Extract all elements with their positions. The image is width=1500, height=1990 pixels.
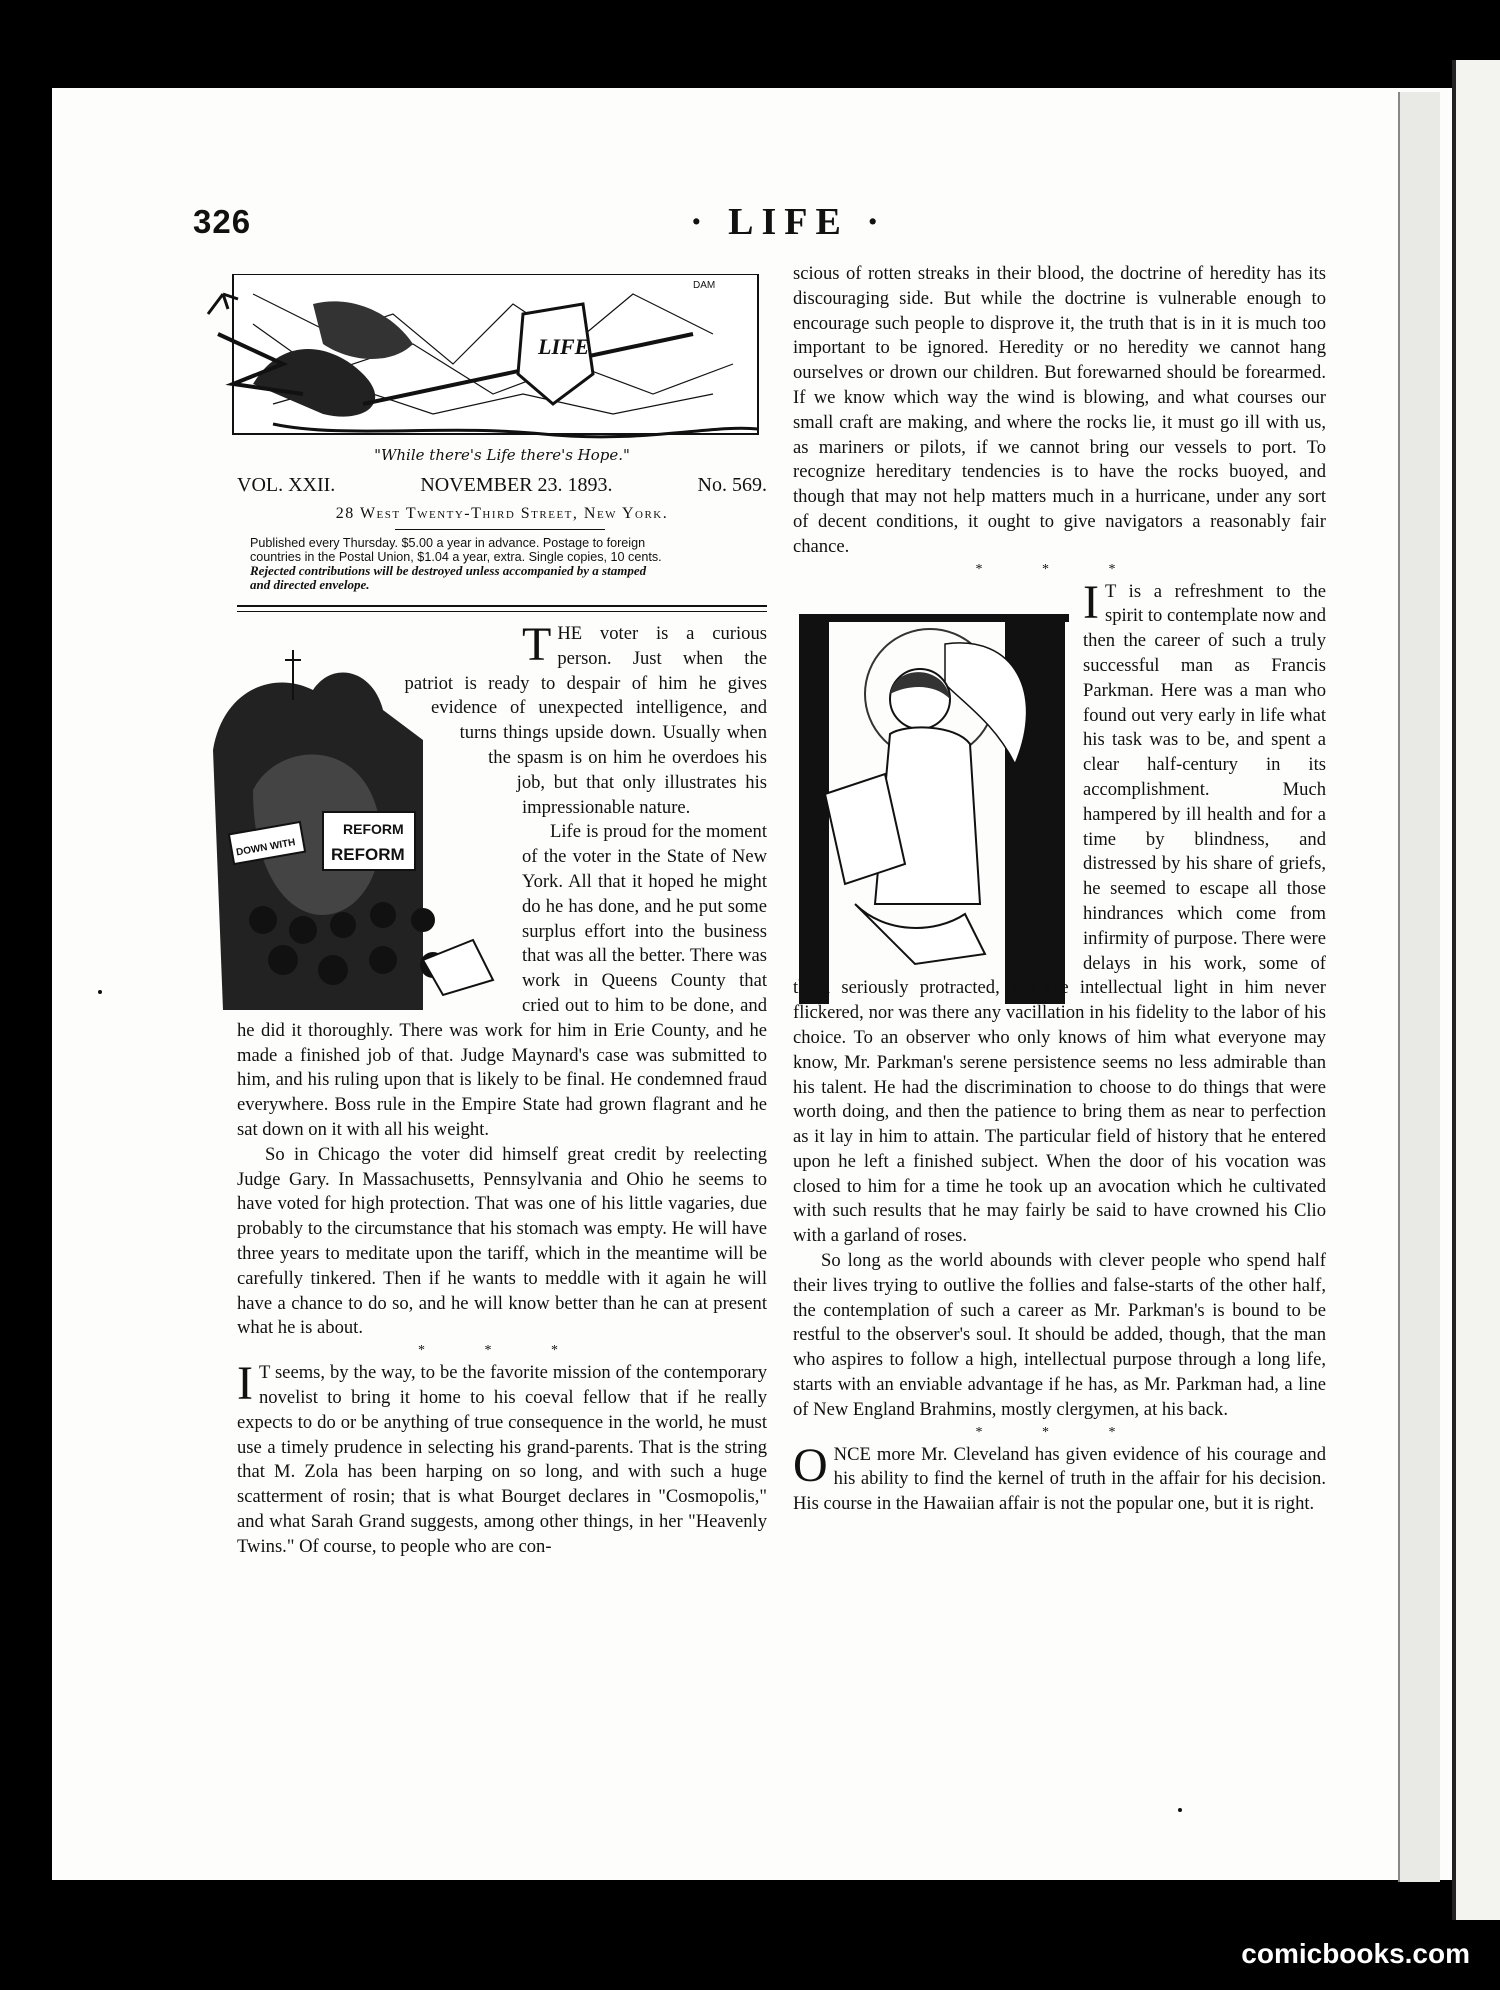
left-column [237,618,767,1559]
angel-illustration-space [793,580,1083,972]
paragraph: scious of rotten streaks in their blood, the doctrine of heredity has its discouraging side. But while the doctrine is vulnerable enough to encourage such people to disprove it, the truth that is in it is much too important to be ignored. Heredity or no heredity we cannot hang ourselves or drown our children. But forewarned should be forearmed. If we know which way the wind is blowing, and what courses our small craft are making, and where the rocks lie, it must go ill with us, as mariners or pilots, if we cannot bring our vessels to port. To recognize hereditary tendencies is to have the rocks buoyed, and though that may not help matters much in a hurricane, under any sort of decent conditions, it ought to give navigators a reasonably fair chance. [793,263,1326,557]
section-stars: * * * [975,561,1144,577]
drop-cap: I [237,1357,253,1411]
adjacent-page-edge [1452,60,1500,1920]
paragraph: So in Chicago the voter did himself great credit by reelecting Judge Gary. In Massachusetts, Pennsylvania and Ohio he seems to have voted for high protection. That was one of his little vagaries, due probably to the circumstance that his stomach was empty. He will have three years to meditate upon the tariff, which in the meantime will be carefully tinkered. Then if he wants to meddle with it again he will have a chance to do so, and he will know better than he can at present what he is about. [237,1143,767,1339]
page-gutter [1398,92,1440,1882]
page-speck [98,990,102,994]
editorial-heredity [237,1357,767,1559]
banner-shield-text: LIFE [538,334,590,359]
masthead-banner-illustration [193,274,766,464]
page-speck [1178,1808,1182,1812]
issue-date: NOVEMBER 23. 1893. [420,474,613,496]
drop-cap: I [1083,575,1099,629]
editorial-voter [237,618,767,820]
address-rule [395,529,605,530]
editorial-cleveland [793,1438,1326,1517]
publisher-address: 28 West Twenty-Third Street, New York. [335,505,669,522]
volume-line [237,474,767,497]
motto: "While there's Life there's Hope." [374,446,630,464]
pubinfo-line: Published every Thursday. $5.00 a year in advance. Postage to foreign [250,536,646,550]
drop-cap: T [522,618,552,671]
pubinfo-line: Rejected contributions will be destroyed unless accompanied by a stamped [250,563,647,578]
sign-down-with: DOWN WITH [235,837,297,859]
paragraph-text: T seems, by the way, to be the favorite mission of the contemporary novelist to bring it home to his coeval fellow that if he really expects to do or be anything of true consequence in the world, he must use a timely prudence in selecting his grand-parents. That is the string that M. Zola has been harping on so long, and with such a huge scatterment of rosin; that is what Bourget declares in "Cosmopolis," and what Sarah Grand suggests, among other things, in her "Heavenly Twins." Of course, to people who are con- [237,1362,767,1557]
masthead-title: · LIFE · [690,201,888,243]
section-stars: * * * [418,1343,586,1359]
site-watermark: comicbooks.com [1241,1938,1470,1969]
section-divider [237,605,767,612]
paragraph-text: HE voter is a curious person. Just when the patriot is ready to despair of him he gives evidence of unexpected intelligence, and turns things upside down. Usually when the spasm is on him he overdoes his job, but that only illustrates his impressionable nature. [404,623,767,818]
drop-cap: O [793,1438,828,1492]
sign-reform-main: REFORM [331,845,405,864]
sign-reform-top: REFORM [343,821,404,837]
page-number: 326 [193,203,252,240]
paragraph: Life is proud for the moment of the voter in the State of New York. All that it hoped he might do he has done, and he put some surplus effort into the business that was all the better. There was work in Queens County that cried out to him to be done, and he did it thoroughly. There was work for him in Erie County, and he made a finished job of that. Judge Maynard's case was submitted to him, and his ruling upon that is likely to be final. He condemned fraud everywhere. Boss rule in the Empire State had grown flagrant and he sat down on it with all his weight. [237,821,767,1140]
pubinfo-line: countries in the Postal Union, $1.04 a year, extra. Single copies, 10 cents. [250,550,662,564]
paragraph-text: T is a refreshment to the spirit to contemplate now and then the career of such a truly successful man as Francis Parkman. Here was a man who found out very early in life what his task was to be, and spent a clear half-century in its accomplishment. Much hampered by ill health and for a time by blindness, and distressed by his share of griefs, he seemed to escape all those hindrances which come from infirmity of purpose. There were delays in his work, some of them seriously protracted, but the intellectual light in him never flickered, nor was there any vacillation in his fidelity to the labor of his choice. To an observer who only knows of him what everyone may know, Mr. Parkman's serene persistence seems no less admirable than his talent. He had the discrimination to choose to do things that were worth doing, and then the patience to bring them as near to perfection as it lay in him to attain. The particular field of history that he entered upon he left a finished subject. When the door of his vocation was closed to him for a time he took up an avocation which he cultivated with such results that he may fairly be said to have crowned his Clio with a garland of roses. [793,580,1326,1247]
section-stars: * * * [975,1424,1144,1440]
pubinfo-line: and directed envelope. [250,577,370,592]
publication-info [250,536,770,592]
issue-number: No. 569. [697,474,767,496]
right-column [793,262,1326,1517]
paragraph-text: NCE more Mr. Cleveland has given evidence of his courage and his ability to find the kernel of truth in the affair for his decision. His course in the Hawaiian affair is not the popular one, but it is right. [793,1443,1326,1515]
paragraph: So long as the world abounds with clever people who spend half their lives trying to outlive the follies and false-starts of the other half, the contemplation of such a career as Mr. Parkman's is bound to be restful to the observer's soul. It should be added, though, that the man who aspires to follow a high, intellectual purpose through a long life, starts with an enviable advantage if he has, as Mr. Parkman had, a line of New England Brahmins, mostly clergymen, at his back. [793,1250,1326,1420]
banner-signature: DAM [693,280,716,291]
volume-number: VOL. XXII. [237,474,336,496]
